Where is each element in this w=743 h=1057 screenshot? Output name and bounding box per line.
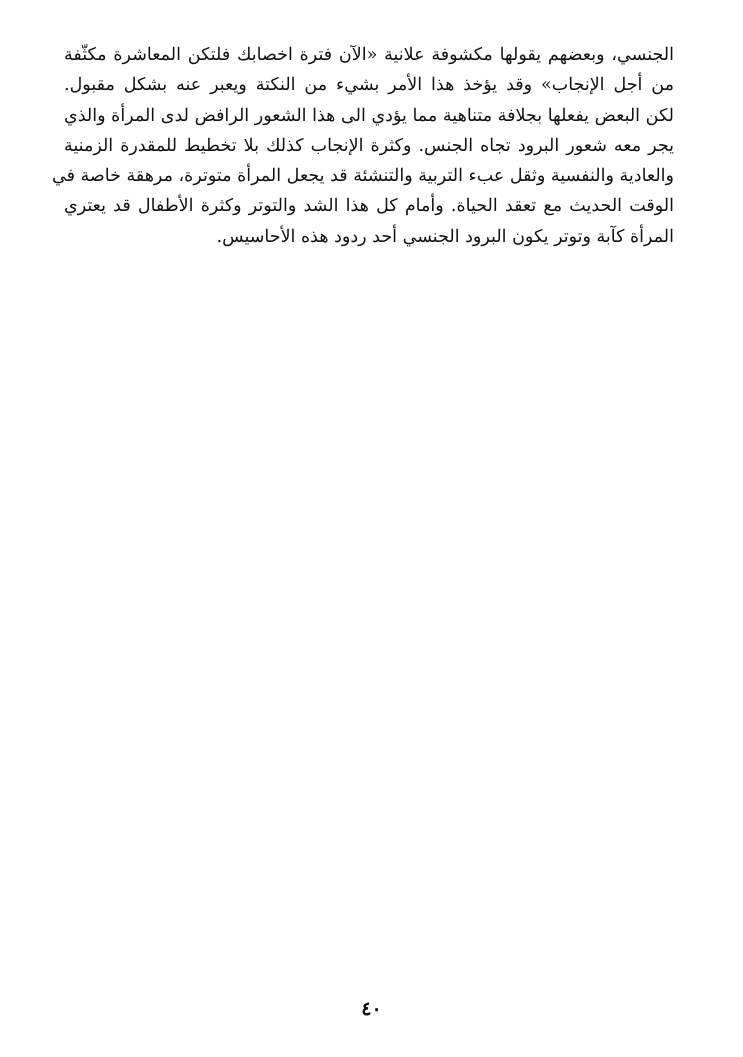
text-line-3: لكن البعض يفعلها بجلافة متناهية مما يؤدي الى هذا الشعور الرافض لدى المرأة والذي xyxy=(64,105,674,126)
body-paragraph xyxy=(52,40,674,252)
text-line-2: من أجل الإنجاب» وقد يؤخذ هذا الأمر بشيء من النكتة ويعبر عنه بشكل مقبول. xyxy=(64,75,674,96)
text-line-4: يجر معه شعور البرود تجاه الجنس. وكثرة الإنجاب كذلك بلا تخطيط للمقدرة الزمنية xyxy=(64,135,674,156)
text-line-1: الجنسي، وبعضهم يقولها مكشوفة علانية «الآن فترة اخصابك فلتكن المعاشرة مكثّفة xyxy=(64,45,674,65)
text-line-5: والعادية والنفسية وثقل عبء التربية والتنشئة قد يجعل المرأة متوترة، مرهقة خاصة في xyxy=(52,166,674,187)
text-line-6: الوقت الحديث مع تعقد الحياة. وأمام كل هذا الشد والتوتر وكثرة الأطفال قد يعتري xyxy=(64,196,674,217)
page-number: ٤٠ xyxy=(361,998,382,1020)
text-line-7: المرأة كآبة وتوتر يكون البرود الجنسي أحد ردود هذه الأحاسيس. xyxy=(216,226,674,247)
